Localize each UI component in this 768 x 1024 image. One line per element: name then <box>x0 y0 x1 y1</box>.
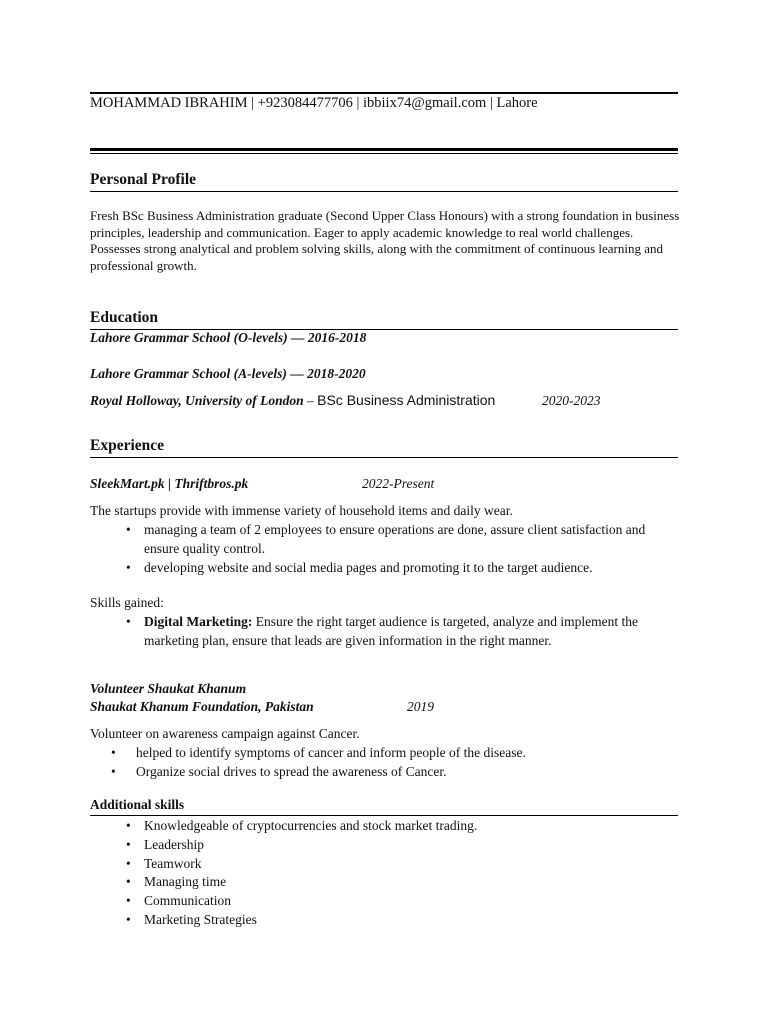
list-item <box>126 873 678 892</box>
volunteer-bullet-list <box>111 744 678 782</box>
bullet-icon: • <box>126 893 131 909</box>
job-description: The startups provide with immense variety of household items and daily wear. <box>90 503 513 518</box>
list-item-text: helped to identify symptoms of cancer and inform people of the disease. <box>136 745 526 760</box>
header-rule-thick <box>90 148 678 151</box>
list-item-text: managing a team of 2 employees to ensure operations are done, assure client satisfaction and ensure quality control. <box>144 522 646 556</box>
bullet-icon: • <box>126 836 131 852</box>
bullet-icon: • <box>126 818 131 833</box>
additional-heading: Additional skills <box>90 797 185 812</box>
education-years: 2020-2023 <box>542 393 601 408</box>
list-item-text: Communication <box>144 893 231 909</box>
bullet-icon: • <box>126 614 131 629</box>
school-name: Royal Holloway, University of London <box>90 393 304 408</box>
list-item <box>126 559 678 578</box>
contact-line <box>90 95 538 112</box>
list-item-text: Organize social drives to spread the awareness of Cancer. <box>136 763 447 779</box>
experience-heading: Experience <box>90 437 165 454</box>
education-heading: Education <box>90 309 159 326</box>
header-rule-thin <box>90 153 678 154</box>
bullet-icon: • <box>111 763 116 779</box>
list-item <box>126 836 678 855</box>
bullet-icon: • <box>126 855 131 871</box>
list-item-text: Marketing Strategies <box>144 911 257 927</box>
list-item <box>111 763 678 782</box>
list-item <box>126 855 678 874</box>
profile-text: Fresh BSc Business Administration graduate (Second Upper Class Honours) with a strong foundation in business principles, leadership and communication. Eager to apply academic knowledge to real world challenges. Possesses strong analytical and problem solving skills, along with the commitment of continuous learning and professional growth. <box>90 208 680 273</box>
job-period: 2022-Present <box>362 476 435 491</box>
contact-city: Lahore <box>496 95 538 111</box>
contact-phone: +923084477706 <box>257 95 353 111</box>
bullet-icon: • <box>126 911 131 927</box>
contact-name: MOHAMMAD IBRAHIM <box>90 95 248 111</box>
separator: | <box>247 95 258 111</box>
skill-title: Digital Marketing: <box>144 614 253 629</box>
degree: BSc Business Administration <box>317 392 496 408</box>
skill-text: Ensure the right target audience is targeted, analyze and implement the marketing plan, ensure that leads are given information in the right manner. <box>144 614 638 648</box>
list-item <box>126 911 678 930</box>
volunteer-description: Volunteer on awareness campaign against Cancer. <box>90 726 360 741</box>
list-item <box>111 744 678 763</box>
list-item-text: Leadership <box>144 836 204 852</box>
additional-bullet-list <box>126 817 678 930</box>
education-entry: Lahore Grammar School (A-levels) — 2018-2020 <box>90 366 366 381</box>
additional-rule <box>90 815 678 816</box>
separator: | <box>486 95 497 111</box>
skills-gained-label: Skills gained: <box>90 595 164 610</box>
bullet-icon: • <box>126 522 131 537</box>
profile-heading: Personal Profile <box>90 171 197 188</box>
education-entry <box>90 392 495 410</box>
list-item-text: Teamwork <box>144 855 202 871</box>
experience-rule <box>90 457 678 458</box>
volunteer-title: Volunteer Shaukat Khanum <box>90 681 247 696</box>
volunteer-org: Shaukat Khanum Foundation, Pakistan <box>90 699 314 714</box>
bullet-icon: • <box>126 874 131 890</box>
education-entry: Lahore Grammar School (O-levels) — 2016-2018 <box>90 330 367 345</box>
list-item <box>126 817 678 836</box>
list-item-text: developing website and social media pages and promoting it to the target audience. <box>144 559 593 575</box>
list-item <box>126 613 678 651</box>
volunteer-year: 2019 <box>407 699 434 714</box>
skills-bullet-list <box>126 613 678 651</box>
profile-rule <box>90 191 678 192</box>
bullet-icon: • <box>111 745 116 760</box>
job-company: SleekMart.pk | Thriftbros.pk <box>90 476 249 491</box>
list-item-text: Knowledgeable of cryptocurrencies and stock market trading. <box>144 818 478 833</box>
bullet-icon: • <box>126 559 131 575</box>
job-bullet-list <box>126 521 678 577</box>
dash: – <box>303 393 318 408</box>
contact-email: ibbiix74@gmail.com <box>363 95 487 111</box>
list-item <box>126 521 678 559</box>
separator: | <box>352 95 363 111</box>
top-rule <box>90 92 678 94</box>
list-item <box>126 892 678 911</box>
list-item-text: Managing time <box>144 874 227 890</box>
